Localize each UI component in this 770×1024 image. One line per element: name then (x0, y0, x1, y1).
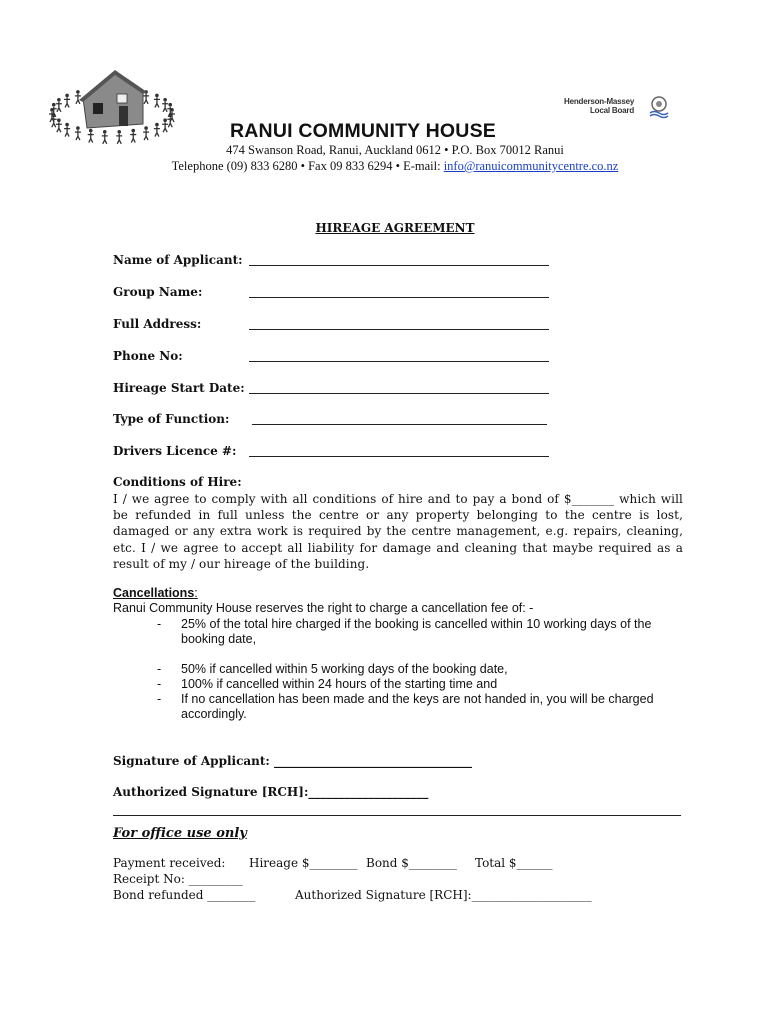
office-use-heading: For office use only (113, 826, 247, 841)
cancellations-heading (113, 586, 198, 600)
applicant-signature-line[interactable]: Signature of Applicant: _________________________________ (113, 754, 473, 768)
payment-received-label: Payment received: (113, 856, 226, 870)
cancellations-heading-colon: : (194, 586, 198, 600)
cancellation-item-4: If no cancellation has been made and the keys are not handed in, you will be charged accordingly. (181, 692, 654, 721)
organisation-address: 474 Swanson Road, Ranui, Auckland 0612 • P.O. Box 70012 Ranui (226, 143, 564, 157)
bullet-dash: - (157, 692, 162, 706)
total-amount-field[interactable]: Total $______ (475, 856, 553, 870)
bond-refunded-field[interactable]: Bond refunded ________ (113, 888, 256, 902)
authorized-signature-line[interactable]: Authorized Signature [RCH]:____________________ (113, 785, 429, 799)
group-name-label-text: Group Name: (113, 285, 203, 299)
hireage-amount-field[interactable]: Hireage $________ (249, 856, 358, 870)
phone-no-field[interactable] (249, 361, 549, 362)
office-authorized-signature-field[interactable]: Authorized Signature [RCH]:____________________ (295, 888, 592, 902)
bond-amount-field[interactable]: Bond $________ (366, 856, 457, 870)
council-name-line1: Henderson-Massey (564, 97, 635, 106)
cancellation-item-2: 50% if cancelled within 5 working days of the booking date, (181, 662, 508, 676)
bullet-dash: - (157, 662, 162, 676)
organisation-name: RANUI COMMUNITY HOUSE (229, 120, 496, 142)
document-title: HIREAGE AGREEMENT (315, 221, 475, 235)
cancellation-item-1: 25% of the total hire charged if the booking is cancelled within 10 working days of the booking date, (181, 617, 659, 646)
group-name-label (113, 285, 202, 299)
receipt-no-field[interactable]: Receipt No: _________ (113, 872, 243, 886)
council-emblem-icon (648, 95, 670, 119)
drivers-licence-field[interactable] (249, 456, 549, 457)
type-of-function-label: Type of Function: (113, 412, 230, 426)
cancellations-intro: Ranui Community House reserves the right to charge a cancellation fee of: - (113, 601, 534, 615)
hireage-start-date-field[interactable] (249, 393, 549, 394)
organisation-contact (0, 159, 770, 174)
group-name-field[interactable] (249, 297, 549, 298)
conditions-text: I / we agree to comply with all conditions of hire and to pay a bond of $_______ which will be refunded in full unless the centre or any property belonging to the centre is lost, damaged or any extra work is required by the centre management, e.g. repairs, cleaning, etc. I / we agree to accept all liability for damage and cleaning that maybe required as a result of my / our hireage of the building. (113, 492, 683, 571)
cancellation-item-3: 100% if cancelled within 24 hours of the starting time and (181, 677, 498, 691)
applicant-name-field[interactable] (249, 265, 549, 266)
contact-phone-fax: Telephone (09) 833 6280 • Fax 09 833 6294 • E-mail: (171, 159, 444, 173)
bullet-dash: - (157, 617, 162, 631)
phone-no-label: Phone No: (113, 349, 183, 363)
cancellations-heading-text: Cancellations (113, 586, 195, 600)
drivers-licence-label: Drivers Licence #: (113, 444, 237, 458)
email-link[interactable]: info@ranuicommunitycentre.co.nz (443, 159, 619, 173)
full-address-label: Full Address: (113, 317, 202, 331)
bullet-dash: - (157, 677, 162, 691)
council-name-line2: Local Board (590, 106, 635, 115)
full-address-field[interactable] (249, 329, 549, 330)
hireage-start-date-label: Hireage Start Date: (113, 381, 245, 395)
conditions-heading: Conditions of Hire: (113, 475, 242, 489)
henderson-massey-local-board-logo (562, 95, 672, 119)
type-of-function-field[interactable] (252, 424, 547, 425)
section-divider (113, 815, 681, 816)
applicant-name-label: Name of Applicant: (113, 253, 243, 267)
